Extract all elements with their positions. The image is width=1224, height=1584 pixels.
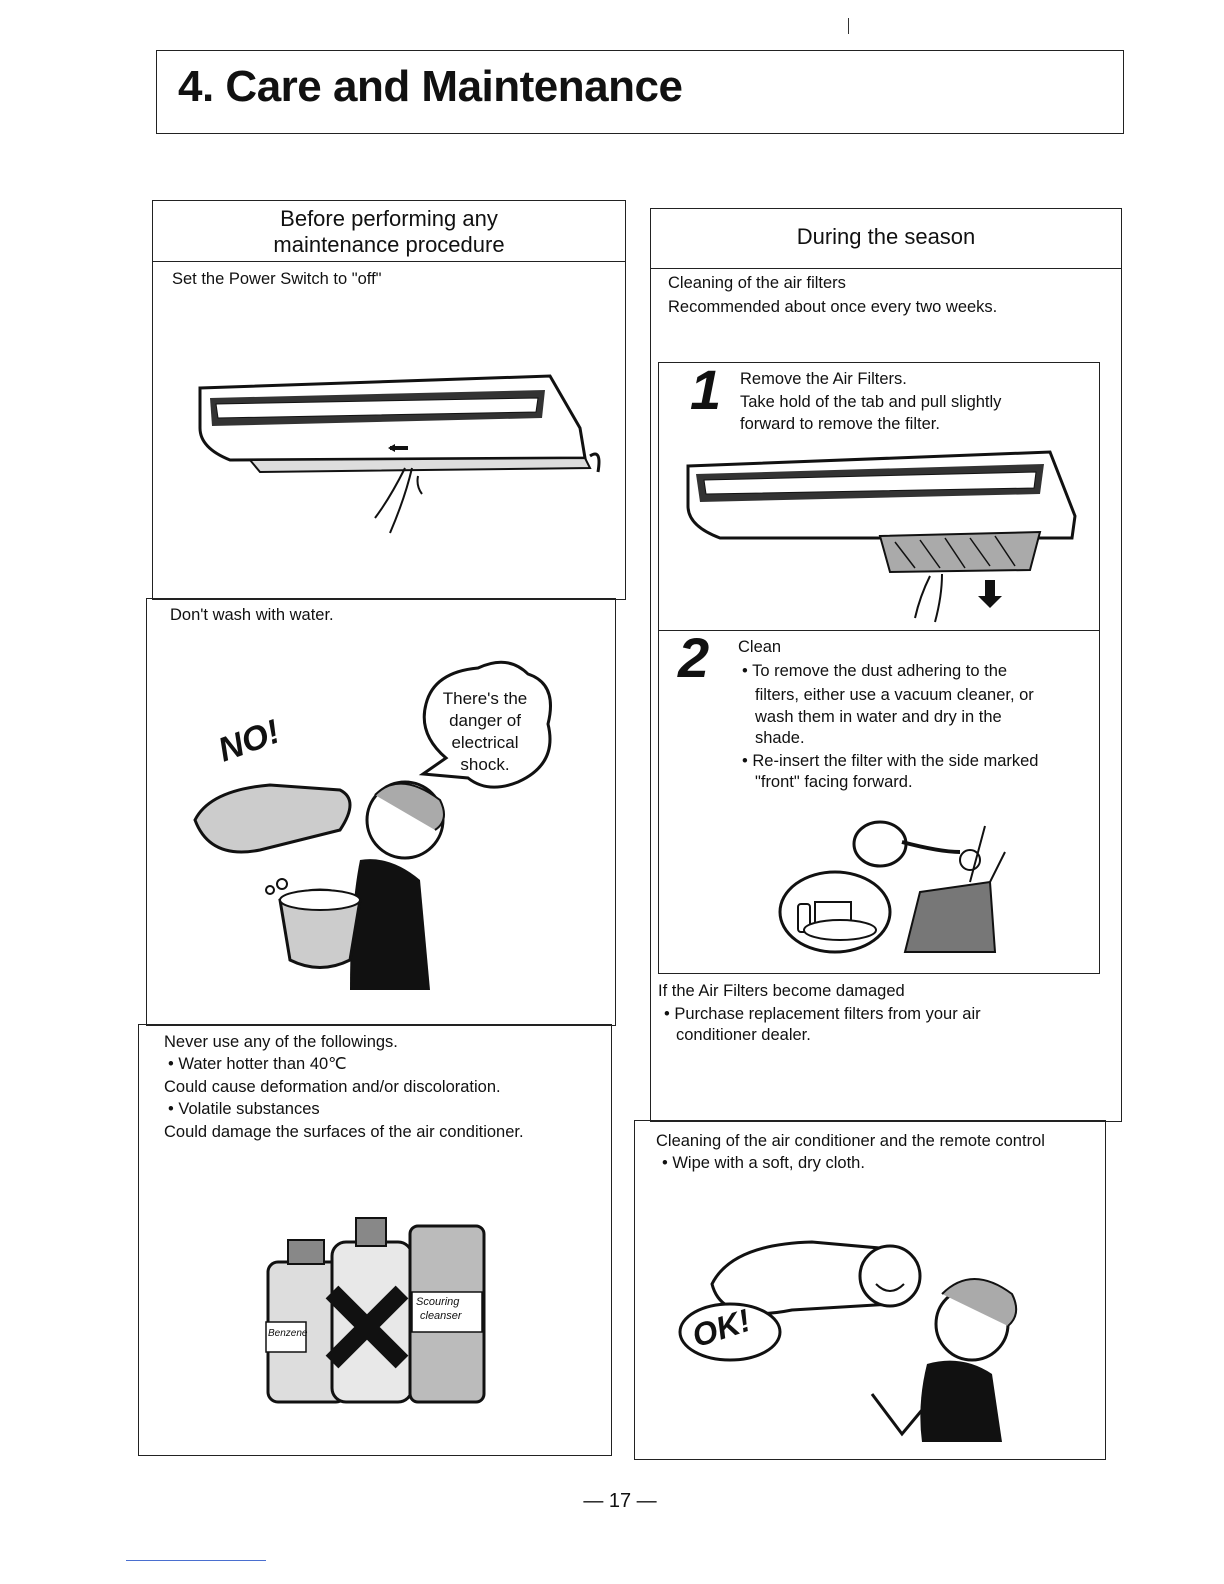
bottom-rule bbox=[126, 1560, 266, 1561]
step2-line-6: • Re-insert the filter with the side marked bbox=[742, 752, 1039, 770]
left-header-divider bbox=[152, 261, 626, 262]
steps-divider bbox=[658, 630, 1100, 631]
bubble-line-2: danger of bbox=[449, 711, 521, 730]
step1-line-3: forward to remove the filter. bbox=[740, 415, 940, 433]
damaged-line-3: conditioner dealer. bbox=[676, 1026, 811, 1044]
right-header: During the season bbox=[796, 224, 976, 249]
top-tick bbox=[848, 18, 849, 34]
left-header-line2: maintenance procedure bbox=[273, 232, 505, 257]
benzene-label: Benzene bbox=[268, 1328, 308, 1339]
never-use-line-4: • Volatile substances bbox=[168, 1100, 320, 1118]
no-label: NO! bbox=[213, 712, 285, 770]
scouring-label: Scouring bbox=[416, 1296, 460, 1308]
cleaning-methods-illustration bbox=[770, 812, 1010, 962]
step1-line-2: Take hold of the tab and pull slightly bbox=[740, 393, 1002, 411]
power-switch-text: Set the Power Switch to "off" bbox=[172, 270, 382, 288]
ok-label: OK! bbox=[687, 1301, 755, 1355]
left-header bbox=[152, 206, 626, 258]
step1-line-1: Remove the Air Filters. bbox=[740, 370, 907, 388]
right-header-divider bbox=[650, 268, 1122, 269]
damaged-line-1: If the Air Filters become damaged bbox=[658, 982, 905, 1000]
filter-removal-illustration bbox=[680, 446, 1080, 626]
washing-woman-illustration bbox=[190, 760, 470, 1000]
left-header-line1: Before performing any bbox=[280, 206, 498, 231]
step2-line-2: • To remove the dust adhering to the bbox=[742, 662, 1008, 680]
no-water-text: Don't wash with water. bbox=[170, 606, 334, 624]
never-use-line-3: Could cause deformation and/or discoloration. bbox=[164, 1078, 501, 1096]
cleanser-label: cleanser bbox=[420, 1310, 462, 1322]
never-use-line-1: Never use any of the followings. bbox=[164, 1033, 398, 1051]
filter-intro-line-2: Recommended about once every two weeks. bbox=[668, 298, 998, 316]
never-use-line-5: Could damage the surfaces of the air conditioner. bbox=[164, 1123, 524, 1141]
never-use-line-2: • Water hotter than 40℃ bbox=[168, 1055, 347, 1073]
cleaning-line-1: Cleaning of the air conditioner and the remote control bbox=[656, 1132, 1045, 1150]
filter-intro-line-1: Cleaning of the air filters bbox=[668, 274, 846, 292]
page-number: — 17 — bbox=[583, 1490, 657, 1512]
bubble-line-4: shock. bbox=[460, 755, 510, 774]
step2-number: 2 bbox=[678, 626, 710, 689]
step2-line-1: Clean bbox=[738, 638, 782, 656]
step2-line-3: filters, either use a vacuum cleaner, or bbox=[755, 686, 1034, 704]
bubble-line-1: There's the bbox=[442, 689, 528, 708]
damaged-line-2: • Purchase replacement filters from your air bbox=[664, 1005, 981, 1023]
step1-number: 1 bbox=[690, 358, 722, 421]
step2-line-7: "front" facing forward. bbox=[755, 773, 913, 791]
step2-line-5: shade. bbox=[755, 729, 805, 747]
bubble-line-3: electrical bbox=[451, 733, 519, 752]
page-title: 4. Care and Maintenance bbox=[178, 62, 683, 111]
step2-line-4: wash them in water and dry in the bbox=[755, 708, 1002, 726]
air-conditioner-illustration bbox=[190, 368, 620, 548]
cleaning-line-2: • Wipe with a soft, dry cloth. bbox=[662, 1154, 865, 1172]
